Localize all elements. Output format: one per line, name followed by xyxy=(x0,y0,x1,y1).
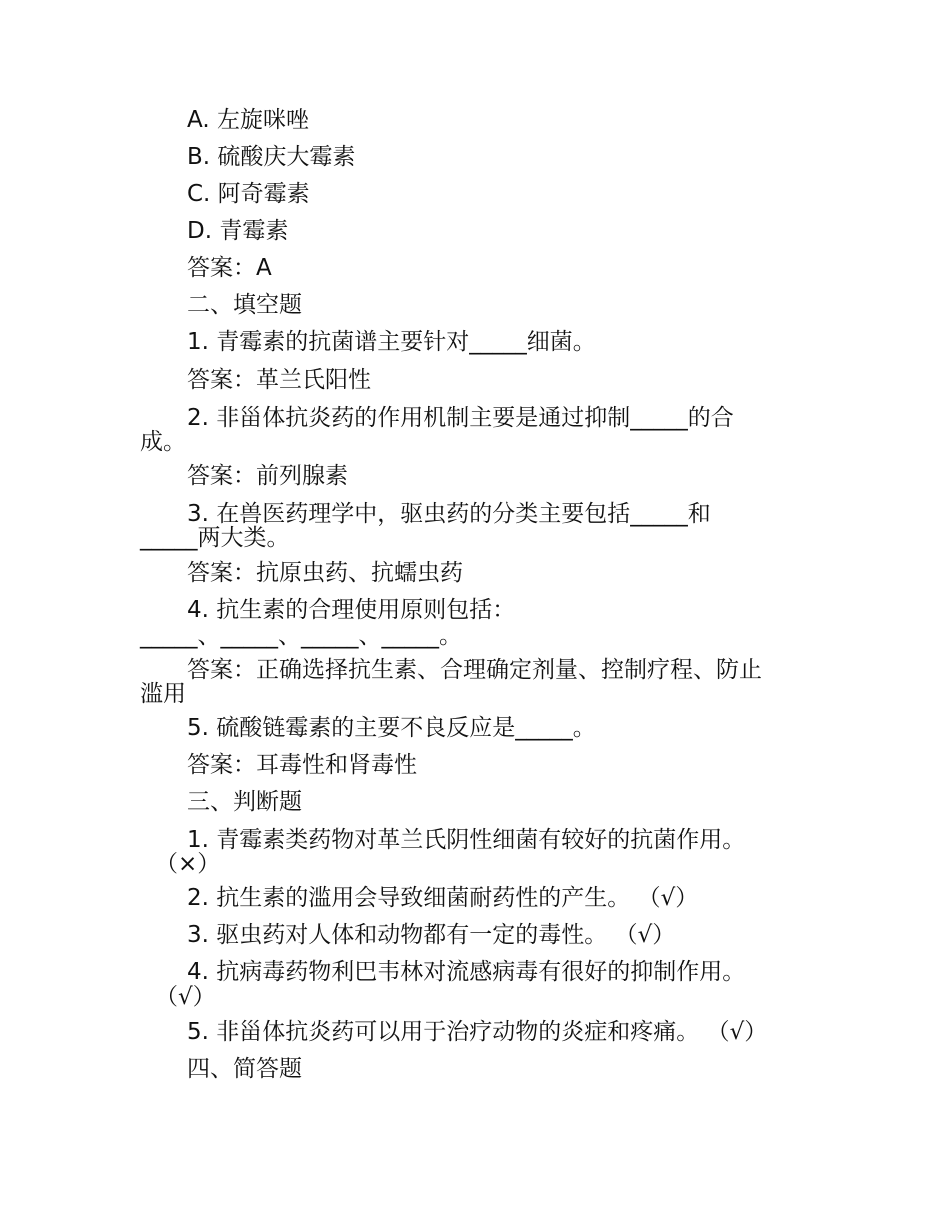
answer: 答案：耳毒性和肾毒性 xyxy=(187,752,417,778)
section-heading: 二、填空题 xyxy=(187,292,302,318)
answer: 答案：A xyxy=(187,255,272,281)
question: 4. 抗生素的合理使用原则包括： xyxy=(187,597,516,623)
question-continuation: _____、_____、_____、_____。 xyxy=(140,623,462,649)
option-b: B. 硫酸庆大霉素 xyxy=(187,144,356,170)
question: 3. 在兽医药理学中，驱虫药的分类主要包括_____和 xyxy=(187,501,711,527)
statement: 1. 青霉素类药物对革兰氏阴性细菌有较好的抗菌作用。 xyxy=(187,827,746,853)
question: 2. 非甾体抗炎药的作用机制主要是通过抑制_____的合 xyxy=(187,405,734,431)
answer: 答案：革兰氏阳性 xyxy=(187,367,371,393)
statement: 5. 非甾体抗炎药可以用于治疗动物的炎症和疼痛。 （√） xyxy=(187,1019,768,1045)
judgement-mark: （×） xyxy=(155,851,221,877)
statement: 2. 抗生素的滥用会导致细菌耐药性的产生。 （√） xyxy=(187,885,699,911)
answer-continuation: 滥用 xyxy=(140,681,186,707)
question: 5. 硫酸链霉素的主要不良反应是_____。 xyxy=(187,715,596,741)
question: 1. 青霉素的抗菌谱主要针对_____细菌。 xyxy=(187,329,596,355)
option-a: A. 左旋咪唑 xyxy=(187,107,309,133)
option-c: C. 阿奇霉素 xyxy=(187,181,310,207)
option-d: D. 青霉素 xyxy=(187,218,289,244)
answer: 答案：前列腺素 xyxy=(187,463,348,489)
statement: 4. 抗病毒药物利巴韦林对流感病毒有很好的抑制作用。 xyxy=(187,959,746,985)
answer: 答案：抗原虫药、抗蠕虫药 xyxy=(187,560,463,586)
judgement-mark: （√） xyxy=(155,984,216,1010)
statement: 3. 驱虫药对人体和动物都有一定的毒性。 （√） xyxy=(187,922,676,948)
question-continuation: _____两大类。 xyxy=(140,525,290,551)
answer: 答案：正确选择抗生素、合理确定剂量、控制疗程、防止 xyxy=(187,657,762,683)
question-continuation: 成。 xyxy=(140,429,186,455)
section-heading: 三、判断题 xyxy=(187,789,302,815)
section-heading: 四、简答题 xyxy=(187,1056,302,1082)
